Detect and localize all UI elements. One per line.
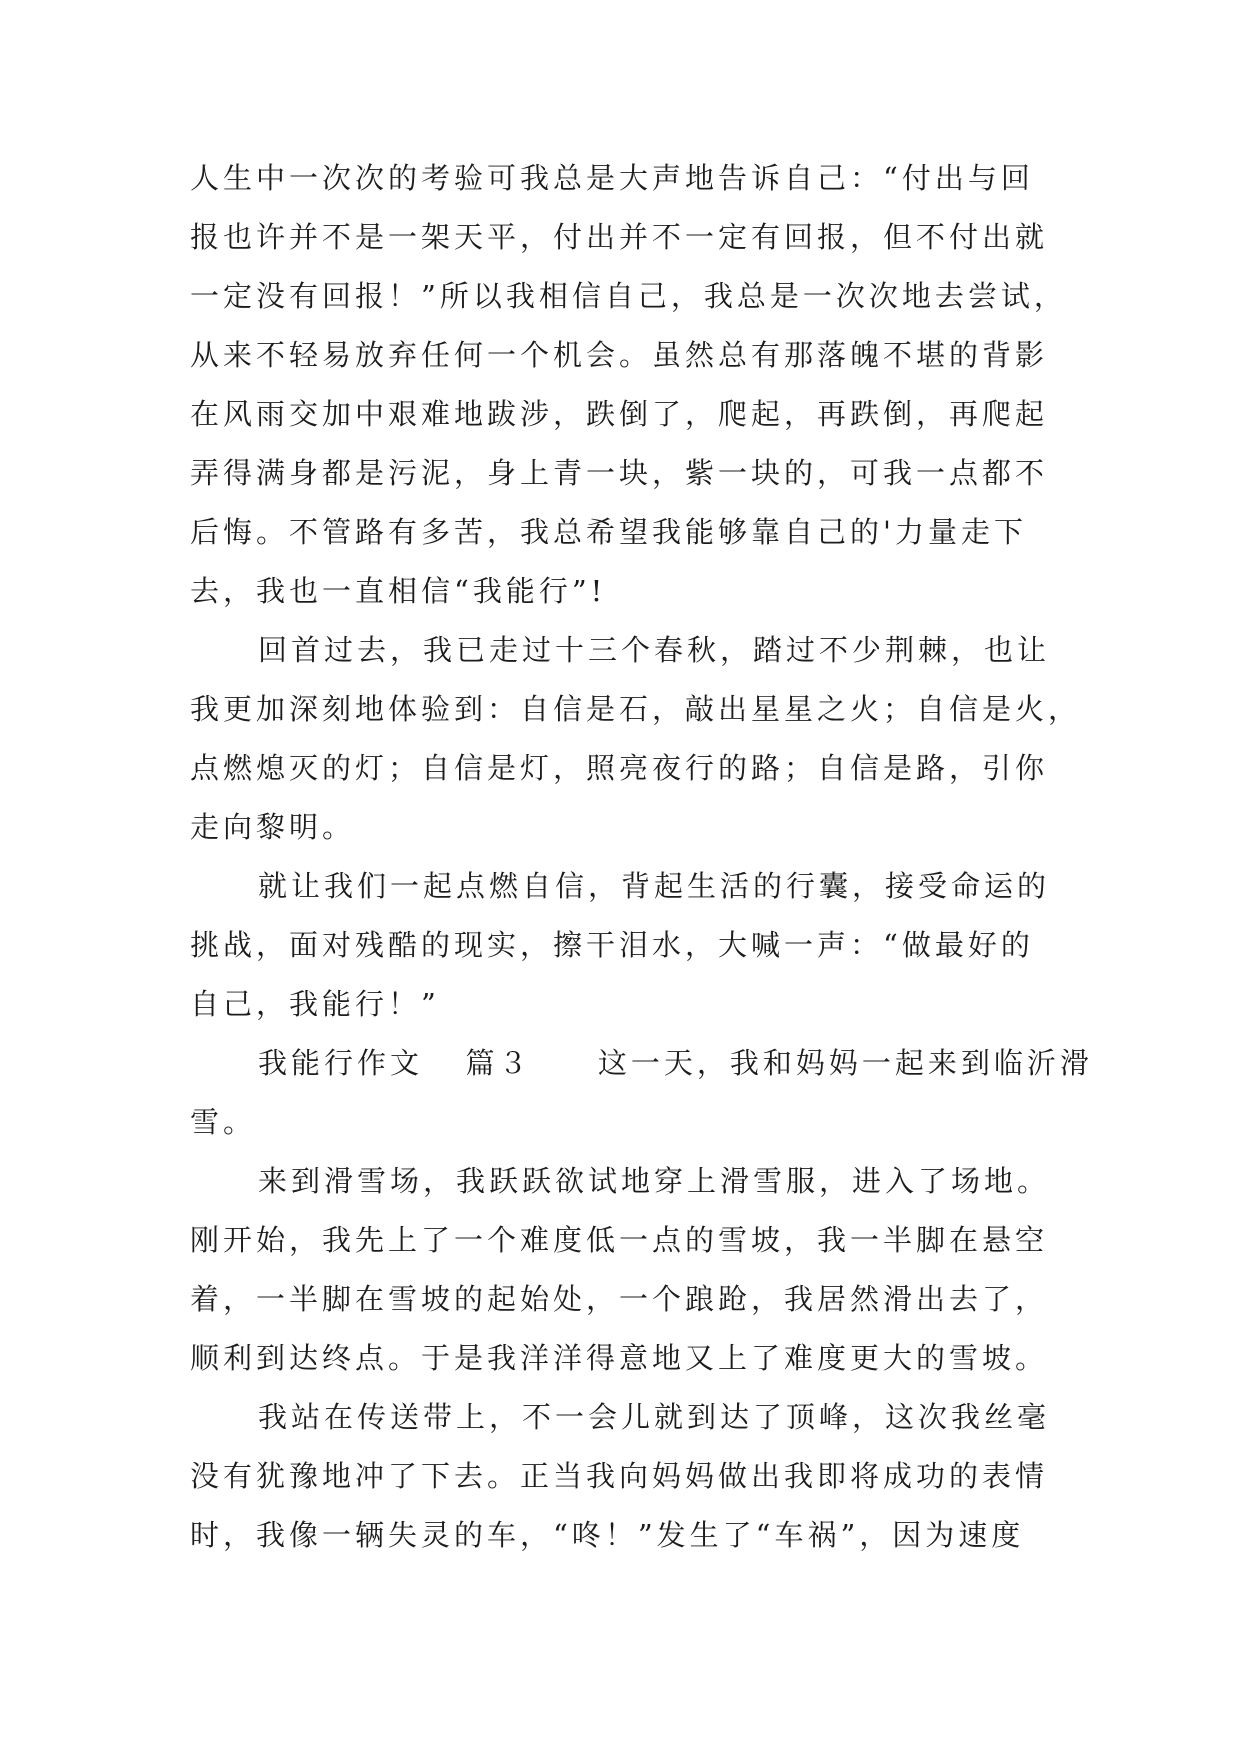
text-line: 走向黎明。 bbox=[190, 810, 356, 844]
section-title: 我能行作文 bbox=[258, 1046, 424, 1080]
text-line: 着，一半脚在雪坡的起始处，一个踉跄，我居然滑出去了， bbox=[190, 1282, 1049, 1316]
paragraph-start-line: 来到滑雪场，我跃跃欲试地穿上滑雪服，进入了场地。 bbox=[258, 1164, 1051, 1198]
text-line: 去，我也一直相信“我能行”! bbox=[190, 574, 607, 608]
text-line: 雪。 bbox=[190, 1105, 257, 1139]
text-line: 在风雨交加中艰难地跋涉，跌倒了，爬起，再跌倒，再爬起 bbox=[190, 397, 1049, 431]
section-heading-line bbox=[190, 1045, 1093, 1104]
paragraph-start-line: 我站在传送带上，不一会儿就到达了顶峰，这次我丝毫 bbox=[258, 1400, 1051, 1434]
text-line: 从来不轻易放弃任何一个机会。虽然总有那落魄不堪的背影 bbox=[190, 338, 1049, 372]
text-line: 报也许并不是一架天平，付出并不一定有回报，但不付出就 bbox=[190, 220, 1049, 254]
paragraph-start-line: 就让我们一起点燃自信，背起生活的行囊，接受命运的 bbox=[258, 869, 1051, 903]
text-line: 一定没有回报！”所以我相信自己，我总是一次次地去尝试， bbox=[190, 279, 1067, 313]
text-line: 刚开始，我先上了一个难度低一点的雪坡，我一半脚在悬空 bbox=[190, 1223, 1049, 1257]
text-line: 顺利到达终点。于是我洋洋得意地又上了难度更大的雪坡。 bbox=[190, 1341, 1049, 1375]
essay-body bbox=[190, 160, 1093, 1576]
text-line: 自己，我能行！” bbox=[190, 987, 440, 1021]
text-line: 人生中一次次的考验可我总是大声地告诉自己：“付出与回 bbox=[190, 161, 1034, 195]
section-opening-text: 这一天，我和妈妈一起来到临沂滑 bbox=[597, 1046, 1093, 1080]
text-line: 后悔。不管路有多苦，我总希望我能够靠自己的'力量走下 bbox=[190, 515, 1027, 549]
section-number: 篇３ bbox=[465, 1046, 532, 1080]
text-line: 没有犹豫地冲了下去。正当我向妈妈做出我即将成功的表情 bbox=[190, 1459, 1049, 1493]
text-line: 时，我像一辆失灵的车，“咚！”发生了“车祸”，因为速度 bbox=[190, 1518, 1025, 1552]
text-line: 挑战，面对残酷的现实，擦干泪水，大喊一声：“做最好的 bbox=[190, 928, 1034, 962]
paragraph-start-line: 回首过去，我已走过十三个春秋，踏过不少荆棘，也让 bbox=[258, 633, 1051, 667]
text-line: 我更加深刻地体验到：自信是石，敲出星星之火；自信是火， bbox=[190, 692, 1082, 726]
text-line: 弄得满身都是污泥，身上青一块，紫一块的，可我一点都不 bbox=[190, 456, 1049, 490]
text-line: 点燃熄灭的灯；自信是灯，照亮夜行的路；自信是路，引你 bbox=[190, 751, 1049, 785]
